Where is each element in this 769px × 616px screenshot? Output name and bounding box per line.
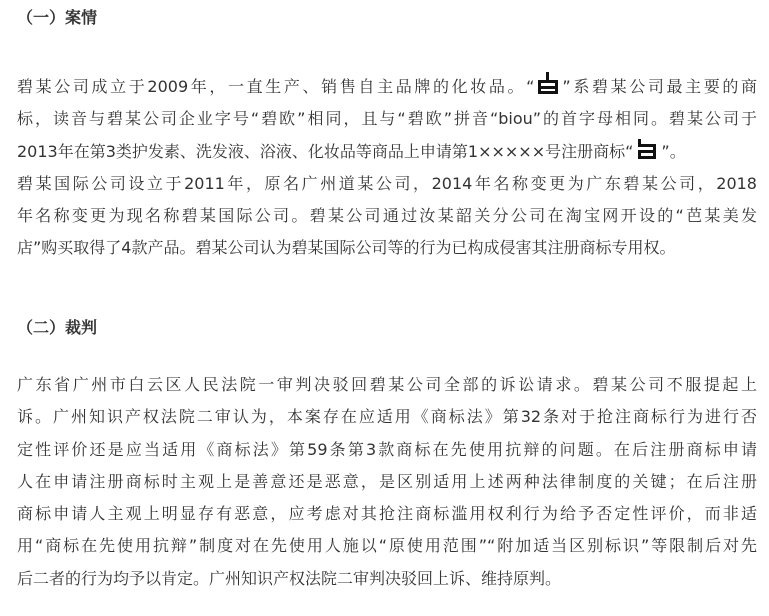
trademark-registered-logo-icon-svg bbox=[634, 137, 660, 161]
case-facts-line-1: 碧某公司成立于2009年，一直生产、销售自主品牌的化妆品。“ ”系碧某公司最主要的商 bbox=[17, 71, 757, 103]
trademark-registered-logo-icon bbox=[634, 137, 660, 161]
judgment-paragraph bbox=[17, 369, 757, 595]
judgment-line-5: 商标申请人主观上明显存有恶意，应考虑对其抢注商标滥用权利行为给予否定性评价，而非适 bbox=[17, 504, 757, 524]
judgment-line-1: 广东省广州市白云区人民法院一审判决驳回碧某公司全部的诉讼请求。碧某公司不服提起上 bbox=[17, 375, 757, 394]
judgment-line-6: 用“商标在先使用抗辩”制度对在先使用人施以“原使用范围”“附加适当区别标识”等限制后对先 bbox=[17, 536, 757, 556]
case-facts-line-2: 标，读音与碧某公司企业字号“碧欧”相同，且与“碧欧”拼音“biou”的首字母相同。碧某公司于 bbox=[17, 109, 757, 129]
judgment-line-4: 人在申请注册商标时主观上是善意还是恶意，是区别适用上述两种法律制度的关键；在后注册 bbox=[17, 471, 757, 491]
case-facts-line-5: 年名称变更为现名称碧某国际公司。碧某公司通过汝某韶关分公司在淘宝网开设的“芭某美发 bbox=[17, 206, 757, 226]
case-facts-line-3: 2013年在第3类护发素、洗发液、浴液、化妆品等商品上申请第1×××××号注册商标“ ”。 bbox=[17, 136, 757, 168]
trademark-logo-icon bbox=[535, 72, 561, 96]
judgment-line-7: 后二者的行为均予以肯定。广州知识产权法院二审判决驳回上诉、维持原判。 bbox=[17, 568, 562, 588]
case-facts-line-6: 店”购买取得了4款产品。碧某公司认为碧某国际公司等的行为已构成侵害其注册商标专用权。 bbox=[17, 238, 676, 258]
judgment-line-2: 诉。广州知识产权法院二审认为，本案存在应适用《商标法》第32条对于抢注商标行为进行否 bbox=[17, 407, 757, 427]
section-heading-case-facts: （一）案情 bbox=[17, 8, 98, 27]
section-heading-judgment: （二）裁判 bbox=[17, 318, 98, 337]
case-facts-paragraph bbox=[17, 71, 757, 265]
judgment-line-3: 定性评价还是应当适用《商标法》第59条第3款商标在先使用抗辩的问题。在后注册商标申请 bbox=[17, 439, 757, 459]
case-facts-line-4: 碧某国际公司设立于2011年，原名广州道某公司，2014年名称变更为广东碧某公司，2018 bbox=[17, 173, 757, 193]
trademark-logo-icon-svg bbox=[535, 72, 561, 96]
